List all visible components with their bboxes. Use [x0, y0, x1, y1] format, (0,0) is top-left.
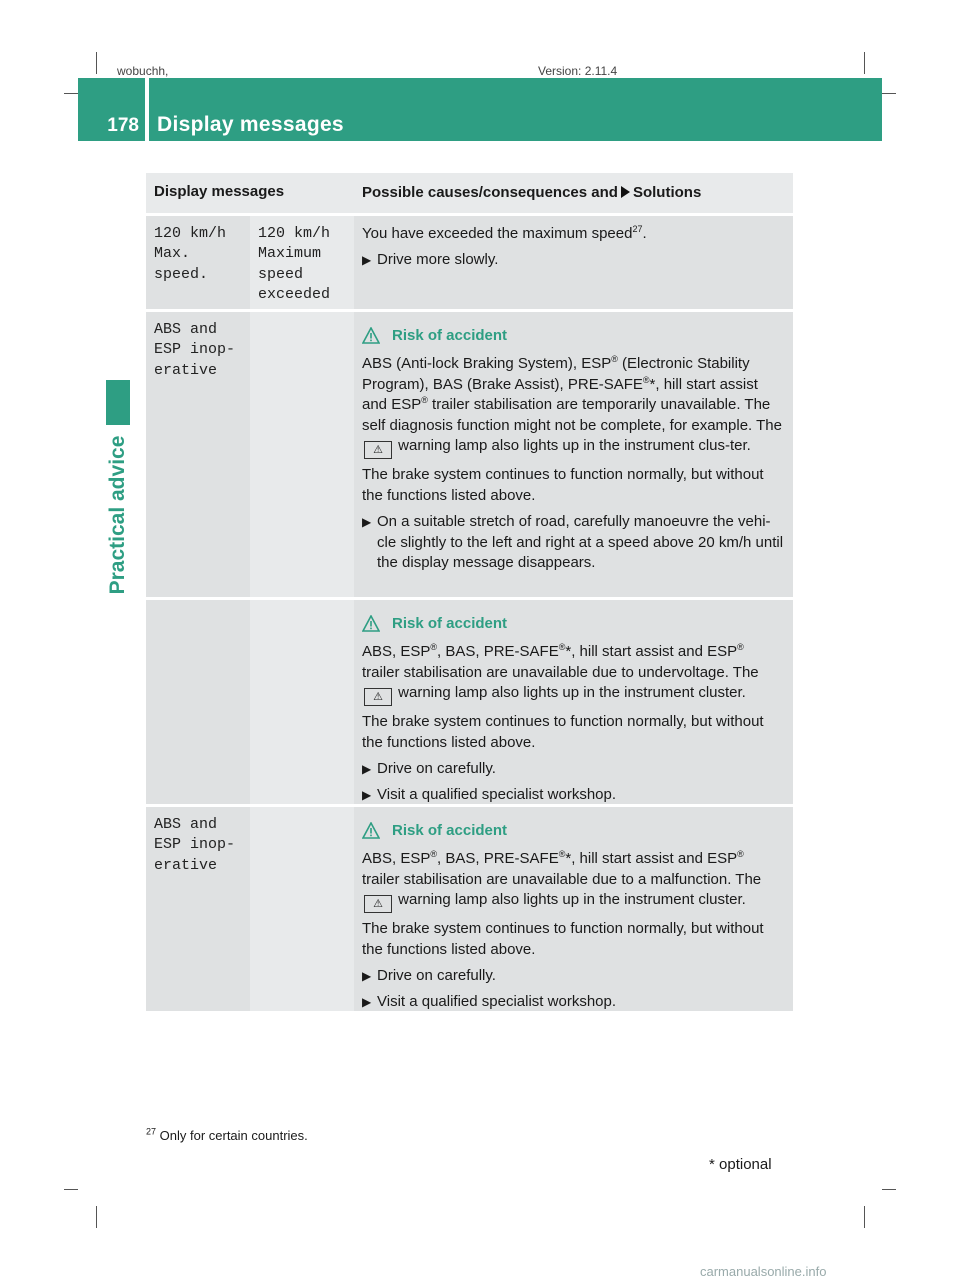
footnote-ref: 27: [632, 223, 643, 234]
action-arrow-icon: ▶: [362, 969, 372, 983]
table-header-row: [146, 173, 793, 216]
table-row: [146, 807, 793, 1011]
page-number-box: [78, 78, 145, 141]
empty-cell: [250, 807, 354, 1011]
consequence-paragraph: The brake system continues to function normally, but without the functions listed above.: [362, 466, 764, 504]
cause-paragraph: ABS, ESP®, BAS, PRE-SAFE®*, hill start assist and ESP® trailer stabilisation are unavailable due to a malfunction. The ⚠ warning lamp also lights up in the instrument cluster.: [362, 849, 785, 913]
cause-paragraph: ABS (Anti-lock Braking System), ESP® (Electronic Stability Program), BAS (Brake Assist), PRE-SAFE®*, hill start assist and ESP® trailer stabilisation are temporarily unavailable. The self diagnosis function might not be complete, for example. The ⚠ warning lamp also lights up in the instrument clus-ter.: [362, 354, 785, 459]
warning-heading: Risk of accident: [392, 614, 785, 635]
empty-cell: [250, 600, 354, 804]
crop-mark: [882, 1189, 896, 1190]
action-arrow-icon: ▶: [362, 787, 372, 802]
esp-warning-lamp-icon: ⚠: [364, 441, 392, 459]
display-message-text: ABS and ESP inop- erative: [146, 312, 250, 597]
warning-triangle-icon: [362, 822, 380, 839]
crop-mark: [64, 93, 78, 94]
display-message-alt-text: 120 km/h Maximum speed exceeded: [250, 216, 354, 309]
warning-triangle-icon: [362, 327, 380, 344]
print-meta-left: wobuchh,: [117, 64, 169, 78]
solution-cell: [354, 216, 793, 309]
col-header-solutions-text: Solutions: [632, 184, 702, 201]
empty-cell: [146, 600, 250, 804]
crop-mark: [96, 52, 97, 74]
action-arrow-icon: ▶: [362, 515, 372, 529]
col-header-causes: [354, 173, 793, 213]
empty-cell: [250, 312, 354, 597]
display-message-text: ABS and ESP inop- erative: [146, 807, 250, 1011]
footnote-text: Only for certain countries.: [159, 1128, 308, 1143]
consequence-paragraph: The brake system continues to function normally, but without the functions listed above.: [362, 713, 764, 751]
solution-cell: [354, 312, 793, 597]
crop-mark: [882, 93, 896, 94]
crop-mark: [864, 52, 865, 74]
solution-step: ▶ On a suitable stretch of road, carefully manoeuvre the vehi-cle slightly to the left and right at a speed above 20 km/h until the display message disappears.: [362, 513, 784, 571]
solution-step: ▶ Visit a qualified specialist workshop.: [362, 785, 785, 806]
solution-cell: [354, 600, 793, 804]
table-row: [146, 600, 793, 807]
esp-warning-lamp-icon: ⚠: [364, 895, 392, 913]
consequence-paragraph: The brake system continues to function normally, but without the functions listed above.: [362, 920, 764, 958]
solution-step: ▶ Visit a qualified specialist workshop.: [362, 992, 785, 1013]
table-row: [146, 216, 793, 312]
col-header-causes-text: Possible causes/consequences and: [362, 184, 618, 201]
footnote: [146, 1128, 308, 1143]
cause-paragraph: ABS, ESP®, BAS, PRE-SAFE®*, hill start assist and ESP® trailer stabilisation are unavailable due to undervoltage. The ⚠ warning lamp also lights up in the instrument cluster.: [362, 642, 785, 706]
crop-mark: [64, 1189, 78, 1190]
title-bar: [149, 78, 882, 141]
warning-heading: Risk of accident: [392, 326, 785, 347]
warning-heading: Risk of accident: [392, 821, 785, 842]
optional-note: * optional: [709, 1156, 772, 1173]
solution-step: ▶ Drive on carefully.: [362, 759, 785, 780]
section-side-label-text: Practical advice: [106, 435, 129, 595]
display-messages-table: [146, 173, 793, 1011]
display-message-text: 120 km/h Max. speed.: [146, 216, 250, 309]
solution-cell: [354, 807, 793, 1011]
footnote-number: 27: [146, 1126, 157, 1137]
esp-warning-lamp-icon: ⚠: [364, 688, 392, 706]
crop-mark: [96, 1206, 97, 1228]
action-arrow-icon: ▶: [362, 994, 372, 1009]
section-tab-marker: [106, 380, 130, 425]
table-row: [146, 312, 793, 600]
col-header-display-text: Display messages: [154, 183, 285, 200]
solution-step: ▶ Drive on carefully.: [362, 966, 785, 987]
col-header-display: [146, 173, 354, 213]
page-header: [78, 78, 882, 141]
cause-paragraph: You have exceeded the maximum speed$^{27}$.: [362, 223, 647, 242]
action-arrow-icon: [621, 186, 630, 198]
warning-triangle-icon: [362, 615, 380, 632]
crop-mark: [864, 1206, 865, 1228]
page-number: 178: [107, 115, 139, 136]
action-arrow-icon: ▶: [362, 762, 372, 776]
watermark: carmanualsonline.info: [700, 1264, 827, 1279]
solution-step: ▶ Drive more slowly.: [362, 250, 785, 271]
print-meta-right: Version: 2.11.4: [538, 64, 618, 78]
action-arrow-icon: ▶: [362, 253, 372, 267]
page-title: Display messages: [157, 113, 344, 136]
